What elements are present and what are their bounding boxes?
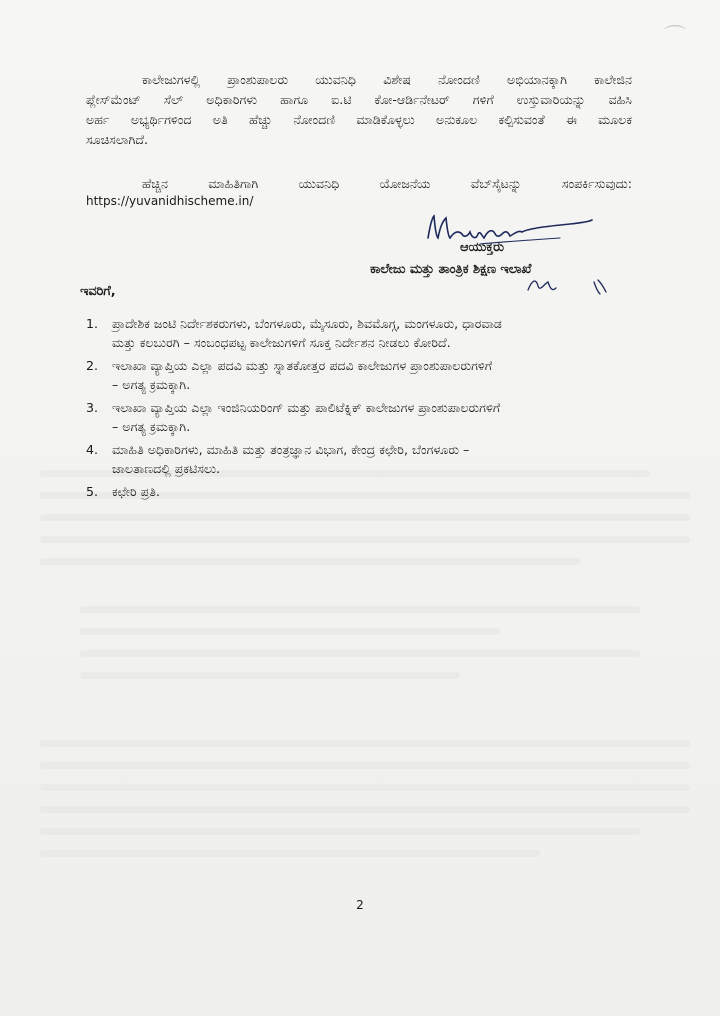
page-number: 2 (356, 898, 364, 912)
list-item-line: ಕಛೇರಿ ಪ್ರತಿ. (112, 484, 160, 499)
list-item-number: 3. (86, 400, 99, 415)
bleed-through-line (40, 850, 540, 857)
bleed-through-line (40, 536, 690, 543)
corner-scan-mark: ⌒ (663, 25, 686, 50)
bleed-through-line (40, 806, 690, 813)
list-item-line: ಜಾಲತಾಣದಲ್ಲಿ ಪ್ರಕಟಿಸಲು. (112, 461, 221, 476)
paragraph-line: ಅರ್ಹ ಅಭ್ಯರ್ಥಿಗಳಿಂದ ಅತಿ ಹೆಚ್ಚು ನೋಂದಣಿ ಮಾಡಿಕೊಳ್ಳಲು ಅನುಕೂಲ ಕಲ್ಪಿಸುವಂತೆ ಈ ಮೂಲಕ (86, 112, 632, 127)
list-item-line: ಇಲಾಖಾ ವ್ಯಾಪ್ತಿಯ ಎಲ್ಲಾ ಇಂಜಿನಿಯರಿಂಗ್ ಮತ್ತು ಪಾಲಿಟೆಕ್ನಿಕ್ ಕಾಲೇಜುಗಳ ಪ್ರಾಂಶುಪಾಲರುಗಳಿಗೆ (112, 400, 501, 415)
list-item-line: ಪ್ರಾದೇಶಿಕ ಜಂಟಿ ನಿರ್ದೇಶಕರುಗಳು, ಬೆಂಗಳೂರು, ಮೈಸೂರು, ಶಿವಮೊಗ್ಗ, ಮಂಗಳೂರು, ಧಾರವಾಡ (112, 316, 502, 331)
to-label: ಇವರಿಗೆ, (80, 284, 116, 299)
bleed-through-line (80, 672, 460, 679)
handwritten-signature (420, 208, 596, 252)
handwritten-initials (520, 272, 610, 298)
list-item-number: 5. (86, 484, 99, 499)
list-item-number: 2. (86, 358, 99, 373)
list-item (86, 482, 646, 501)
list-item (86, 398, 646, 436)
list-item-line: ಇಲಾಖಾ ವ್ಯಾಪ್ತಿಯ ಎಲ್ಲಾ ಪದವಿ ಮತ್ತು ಸ್ನಾತಕೋತ್ತರ ಪದವಿ ಕಾಲೇಜುಗಳ ಪ್ರಾಂಶುಪಾಲರುಗಳಿಗೆ (112, 358, 493, 373)
list-item-line: ಮತ್ತು ಕಲಬುರಗಿ – ಸಂಬಂಧಪಟ್ಟ ಕಾಲೇಜುಗಳಿಗೆ ಸೂಕ್ತ ನಿರ್ದೇಶನ ನೀಡಲು ಕೋರಿದೆ. (112, 335, 451, 350)
list-item (86, 440, 646, 478)
website-link[interactable]: https://yuvanidhischeme.in/ (86, 194, 254, 208)
list-item-line: – ಅಗತ್ಯ ಕ್ರಮಕ್ಕಾಗಿ. (112, 419, 191, 434)
bleed-through-line (80, 606, 640, 613)
website-paragraph (86, 174, 632, 194)
bleed-through-line (40, 514, 690, 521)
bleed-through-line (80, 628, 500, 635)
list-item (86, 314, 646, 352)
signatory-title: ಆಯುಕ್ತರು (460, 240, 504, 255)
list-item-line: – ಅಗತ್ಯ ಕ್ರಮಕ್ಕಾಗಿ. (112, 377, 191, 392)
recipient-list (86, 314, 646, 505)
bleed-through-line (40, 784, 690, 791)
bleed-through-line (80, 650, 640, 657)
list-item (86, 356, 646, 394)
instruction-paragraph (86, 70, 632, 150)
bleed-through-line (40, 828, 640, 835)
bleed-through-line (40, 558, 580, 565)
bleed-through-line (40, 740, 690, 747)
paragraph-line: ಪ್ಲೇಸ್‌ಮೆಂಟ್ ಸೆಲ್ ಅಧಿಕಾರಿಗಳು ಹಾಗೂ ಐ.ಟಿ ಕೋ-ಆರ್ಡಿನೇಟರ್ ಗಳಿಗೆ ಉಸ್ತುವಾರಿಯನ್ನು ವಹಿಸಿ (86, 92, 632, 107)
bleed-through-line (40, 762, 690, 769)
paragraph-line: ಸೂಚಿಸಲಾಗಿದೆ. (86, 132, 149, 147)
paragraph-line: ಕಾಲೇಜುಗಳಲ್ಲಿ ಪ್ರಾಂಶುಪಾಲರು ಯುವನಿಧಿ ವಿಶೇಷ ನೋಂದಣಿ ಅಭಿಯಾನಕ್ಕಾಗಿ ಕಾಲೇಜಿನ (142, 72, 632, 87)
paragraph-line: ಹೆಚ್ಚಿನ ಮಾಹಿತಿಗಾಗಿ ಯುವನಿಧಿ ಯೋಜನೆಯ ವೆಬ್‌ಸೈಟನ್ನು ಸಂಪರ್ಕಿಸುವುದು: (142, 176, 632, 191)
list-item-number: 4. (86, 442, 99, 457)
signatory-department: ಕಾಲೇಜು ಮತ್ತು ತಾಂತ್ರಿಕ ಶಿಕ್ಷಣ ಇಲಾಖೆ (370, 262, 532, 277)
list-item-line: ಮಾಹಿತಿ ಅಧಿಕಾರಿಗಳು, ಮಾಹಿತಿ ಮತ್ತು ತಂತ್ರಜ್ಞಾನ ವಿಭಾಗ, ಕೇಂದ್ರ ಕಛೇರಿ, ಬೆಂಗಳೂರು – (112, 442, 470, 457)
list-item-number: 1. (86, 316, 99, 331)
